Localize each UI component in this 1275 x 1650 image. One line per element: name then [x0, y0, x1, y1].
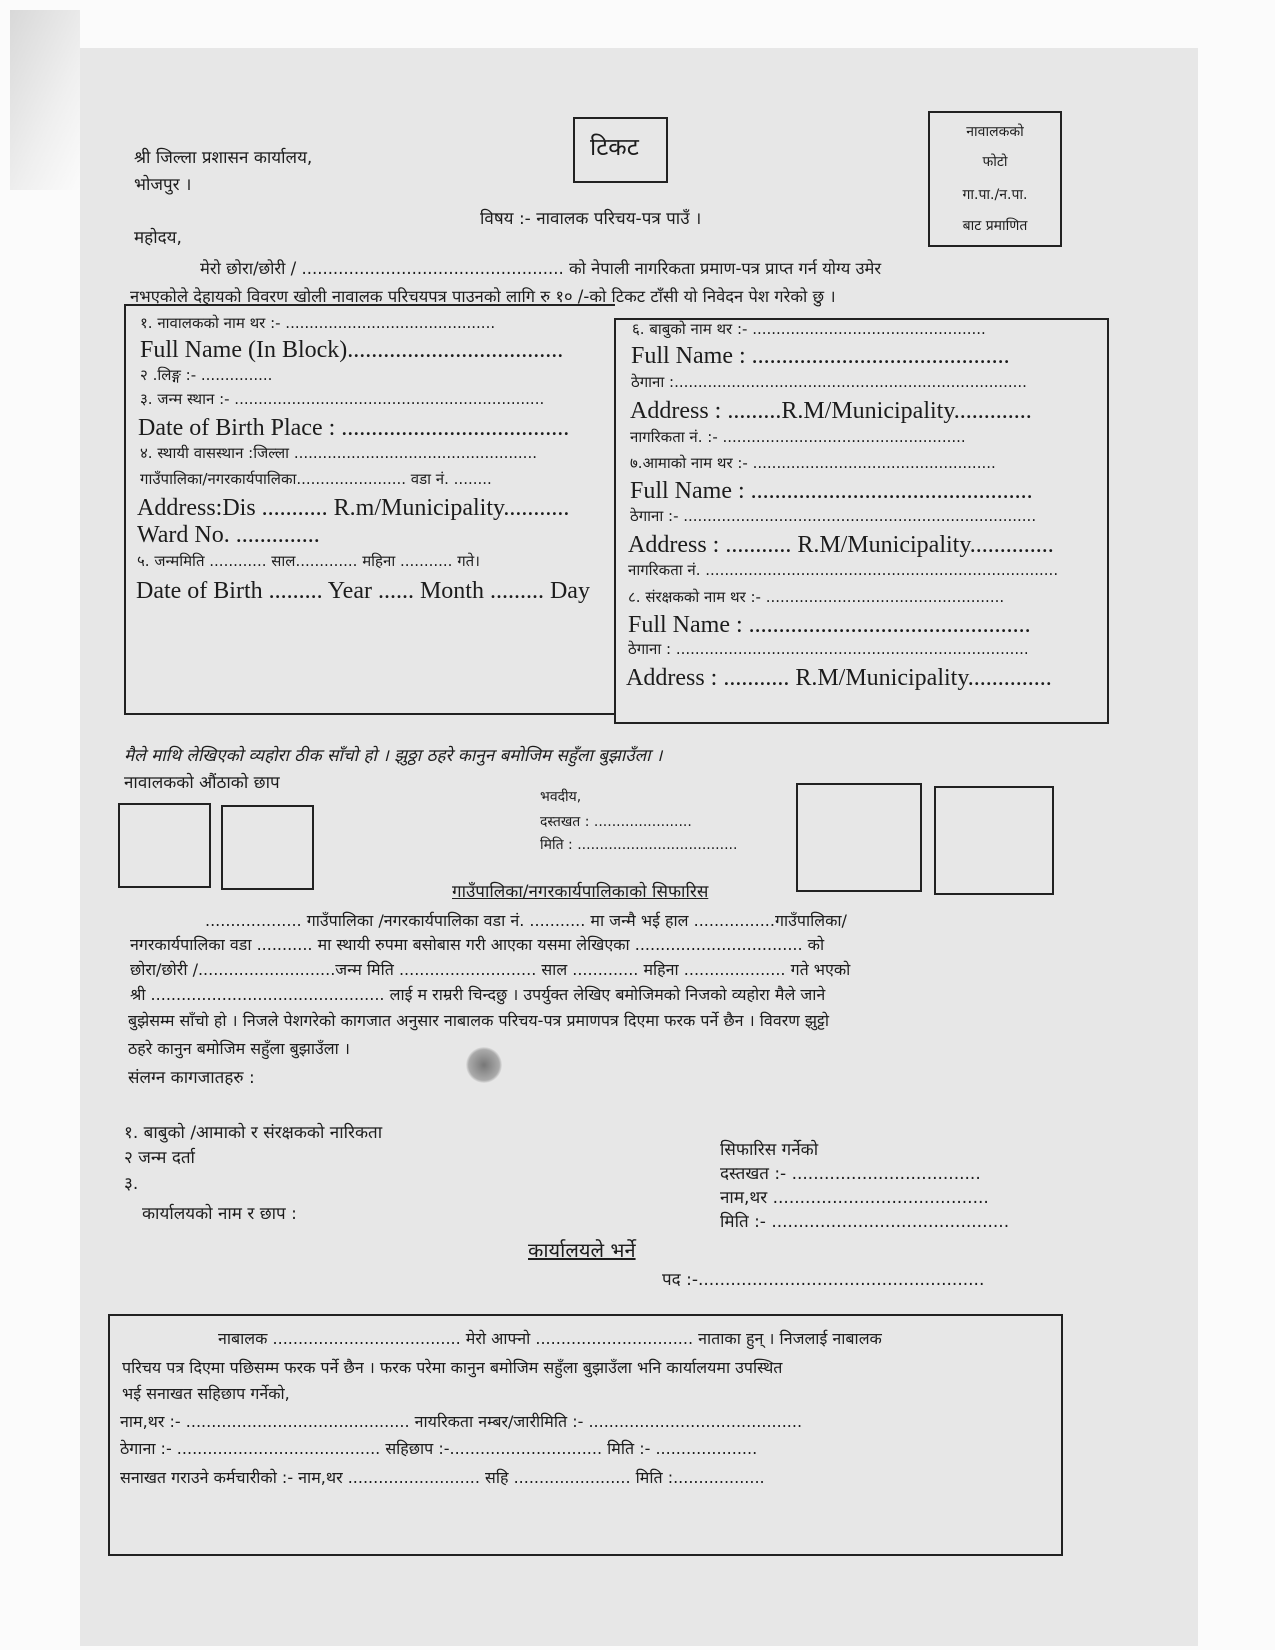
identification-line1: नाबालक ..................................... मेरो आफ्नो ............................... नाताका हुन् । निजलाई नाबालक	[218, 1329, 882, 1348]
guardian-address-field: ठेगाना : ..........................................................................	[628, 640, 1029, 658]
photo-box-line3: गा.पा./न.पा.	[962, 187, 1028, 203]
applicant-date: मिति : ....................................	[540, 837, 738, 853]
yours-faithfully: भवदीय,	[540, 789, 582, 805]
left-thumbprint-box	[118, 803, 211, 888]
minor-address-en-field: Address:Dis ........... R.m/Municipality...........	[137, 495, 570, 521]
body-line1: मेरो छोरा/छोरी / .................................................. को नेपाली नागरिकता प्रमाण-पत्र प्राप्त गर्न योग्य उमेर	[200, 259, 882, 278]
office-section-title: कार्यालयले भर्ने	[528, 1238, 636, 1262]
recommender-signature: दस्तखत :- ...................................	[720, 1164, 981, 1184]
ticket-box	[573, 117, 668, 183]
minor-dob-en-field: Date of Birth ......... Year ...... Month ......... Day	[136, 578, 590, 604]
minor-birthplace-field: ३. जन्म स्थान :- .................................................................	[140, 390, 545, 408]
attachment-3: ३.	[124, 1174, 139, 1194]
recommender-label: सिफारिस गर्नेको	[720, 1140, 819, 1160]
guardian-full-name-field: Full Name : ...............................................	[628, 612, 1031, 638]
photo-box-line1: नावालकको	[966, 124, 1024, 140]
identification-panel	[108, 1314, 1063, 1556]
recommendation-line1: ................... गाउँपालिका /नगरकार्यपालिका वडा नं. ........... मा जन्मै भई हाल ................गाउँपालिका/	[205, 911, 847, 930]
identification-line3: भई सनाखत सहिछाप गर्नेको,	[122, 1384, 290, 1403]
minor-municipality-ward-field: गाउँपालिका/नगरकार्यपालिका....................... वडा नं. ........	[140, 470, 492, 488]
applicant-right-thumb-box	[934, 786, 1054, 895]
recommendation-line3: छोरा/छोरी /...........................जन्म मिति ........................... साल ............. महिना .................... गते भएको	[130, 960, 851, 979]
attachment-1: १. बाबुको /आमाको र संरक्षकको नारिकता	[124, 1123, 383, 1143]
photo-box-line4: बाट प्रमाणित	[962, 218, 1028, 234]
father-name-field: ६. बाबुको नाम थर :- .................................................	[632, 320, 986, 338]
paper-edge-shadow	[10, 10, 80, 190]
declaration-statement: मैले माथि लेखिएको व्यहोरा ठीक साँचो हो । झुठ्ठा ठहरे कानुन बमोजिम सहुँला बुझाउँला ।	[124, 746, 663, 766]
recommendation-line5: बुझेसम्म साँचो हो । निजले पेशगरेको कागजात अनुसार नाबालक परिचय-पत्र प्रमाणपत्र दिएमा फरक पर्ने छैन । विवरण झुट्टो	[128, 1011, 829, 1030]
office-post-field: पद :-.....................................................	[662, 1270, 985, 1290]
applicant-signature: दस्तखत : ......................	[540, 814, 692, 830]
office-stamp-label: कार्यालयको नाम र छाप :	[142, 1204, 297, 1224]
salutation: महोदय,	[134, 228, 182, 248]
minor-birthplace-en-field: Date of Birth Place : ......................................	[138, 415, 570, 441]
mother-address-en-field: Address : ........... R.M/Municipality..............	[628, 532, 1054, 558]
thumbprint-label: नावालकको औंठाको छाप	[124, 773, 280, 793]
recommender-date: मिति :- ............................................	[720, 1212, 1010, 1232]
ticket-label: टिकट	[590, 133, 639, 161]
right-thumbprint-box	[221, 805, 314, 890]
recommendation-title: गाउँपालिका/नगरकार्यपालिकाको सिफारिस	[452, 882, 709, 902]
father-full-name-field: Full Name : ...........................................	[631, 343, 1010, 369]
body-line2: नभएकोले देहायको विवरण खोली नावालक परिचयपत्र पाउनको लागि रु १० /-को टिकट टाँसी यो निवेदन पेश गरेको छु ।	[130, 287, 836, 306]
minor-full-name-field: Full Name (In Block)....................................	[140, 337, 564, 363]
guardian-name-field: ८. संरक्षकको नाम थर :- ..................................................	[628, 588, 1005, 606]
minor-permanent-address-field: ४. स्थायी वासस्थान :जिल्ला ...................................................	[140, 444, 537, 462]
recommendation-line6: ठहरे कानुन बमोजिम सहुँला बुझाउँला ।	[128, 1039, 350, 1058]
minor-gender-field: २ .लिङ्ग :- ...............	[140, 366, 273, 384]
identification-staff-line: सनाखत गराउने कर्मचारीको :- नाम,थर .......................... सहि ....................... मिति :..................	[120, 1468, 765, 1487]
photo-box-line2: फोटो	[982, 154, 1008, 170]
minor-dob-field: ५. जन्ममिति ............ साल............. महिना ........... गते।	[137, 552, 480, 570]
addressee-line2: भोजपुर ।	[134, 175, 192, 195]
mother-full-name-field: Full Name : ...............................................	[630, 478, 1033, 504]
minor-name-field: १. नावालकको नाम थर :- ............................................	[140, 314, 496, 332]
guardian-address-en-field: Address : ........... R.M/Municipality..............	[626, 665, 1052, 691]
attachment-2: २ जन्म दर्ता	[124, 1148, 195, 1168]
father-citizenship-field: नागरिकता नं. :- ...................................................	[630, 428, 966, 446]
mother-citizenship-field: नागरिकता नं. ..........................................................................	[628, 561, 1059, 579]
identification-line2: परिचय पत्र दिएमा पछिसम्म फरक पर्ने छैन । फरक परेमा कानुन बमोजिम सहुँला बुझाउँला भनि कार्यालयमा उपस्थित	[122, 1358, 783, 1377]
identification-address-signature: ठेगाना :- ........................................ सहिछाप :-.............................. मिति :- ....................	[120, 1439, 758, 1458]
photo-box	[928, 111, 1062, 247]
identification-name-citizenship: नाम,थर :- ............................................ नायरिकता नम्बर/जारीमिति :- ..........................................	[120, 1412, 803, 1431]
father-address-field: ठेगाना :..........................................................................	[631, 373, 1027, 391]
recommender-name: नाम,थर ........................................	[720, 1188, 989, 1208]
subject-line: विषय :- नावालक परिचय-पत्र पाउँ ।	[480, 209, 702, 229]
mother-name-field: ७.आमाको नाम थर :- ...................................................	[630, 454, 996, 472]
attachments-label: संलग्न कागजातहरु :	[128, 1068, 255, 1088]
recommendation-line4: श्री .............................................. लाई म राम्ररी चिन्दछु । उपर्युक्त लेखिए बमोजिमको निजको व्यहोरा मैले जाने	[130, 985, 826, 1004]
recommendation-line2: नगरकार्यपालिका वडा ........... मा स्थायी रुपमा बसोबास गरी आएका यसमा लेखिएका ................................. को	[130, 935, 825, 954]
mother-address-field: ठेगाना :- ..........................................................................	[630, 507, 1037, 525]
minor-ward-no-field: Ward No. ..............	[137, 522, 320, 548]
addressee-line1: श्री जिल्ला प्रशासन कार्यालय,	[134, 148, 313, 168]
applicant-left-thumb-box	[796, 783, 922, 892]
ink-blot	[466, 1047, 502, 1083]
father-address-en-field: Address : .........R.M/Municipality.............	[630, 398, 1032, 424]
